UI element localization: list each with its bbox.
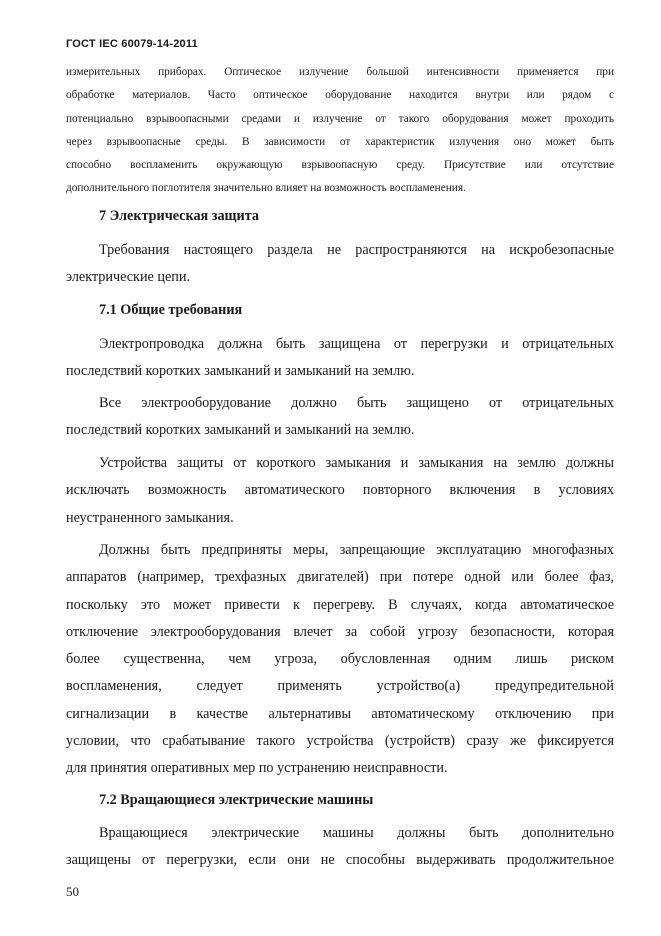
text-line: последствий коротких замыканий и замыканий на землю. bbox=[66, 363, 415, 380]
document-header: ГОСТ IEC 60079-14-2011 bbox=[66, 38, 198, 50]
section-heading: 7.1 Общие требования bbox=[99, 302, 243, 318]
text-line: аппаратов (например, трехфазных двигателей) при потере одной или более фаз, bbox=[66, 569, 614, 586]
text-line: Должны быть предприняты меры, запрещающие эксплуатацию многофазных bbox=[99, 542, 614, 558]
text-line: более существенна, чем угроза, обусловленная одним лишь риском bbox=[66, 651, 614, 668]
text-line: Требования настоящего раздела не распространяются на искробезопасные bbox=[99, 242, 614, 258]
text-line: электрические цепи. bbox=[66, 269, 191, 286]
text-line: обработке материалов. Часто оптическое оборудование находится внутри или рядом с bbox=[66, 89, 614, 102]
section-heading: 7 Электрическая защита bbox=[99, 208, 259, 224]
section-7-1-paragraph-1 bbox=[66, 331, 614, 386]
text-line: Устройства защиты от короткого замыкания и замыкания на землю должны bbox=[99, 455, 614, 471]
section-7-2-paragraph bbox=[66, 820, 614, 875]
text-line: Все электрооборудование должно быть защищено от отрицательных bbox=[99, 395, 614, 411]
text-line: последствий коротких замыканий и замыканий на землю. bbox=[66, 422, 415, 439]
section-7-1-paragraph-4 bbox=[66, 537, 614, 783]
text-line: условии, что срабатывание такого устройства (устройств) сразу же фиксируется bbox=[66, 733, 614, 750]
text-line: Вращающиеся электрические машины должны быть дополнительно bbox=[99, 825, 614, 841]
text-line: отключение электрооборудования влечет за собой угрозу безопасности, которая bbox=[66, 623, 614, 640]
section-7-1-paragraph-2 bbox=[66, 390, 614, 445]
text-line: способно воспламенить окружающую взрывоопасную среду. Присутствие или отсутствие bbox=[66, 159, 614, 172]
text-line: Электропроводка должна быть защищена от перегрузки и отрицательных bbox=[99, 336, 614, 352]
text-line: воспламенения, следует применять устройство(а) предупредительной bbox=[66, 678, 614, 695]
text-line: поскольку это может привести к перегреву. В случаях, когда автоматическое bbox=[66, 596, 614, 613]
section-7-paragraph bbox=[66, 237, 614, 292]
text-line: измерительных приборах. Оптическое излучение большой интенсивности применяется при bbox=[66, 66, 614, 78]
section-7-1-paragraph-3 bbox=[66, 450, 614, 532]
text-line: исключать возможность автоматического повторного включения в условиях bbox=[66, 482, 614, 499]
text-line: для принятия оперативных мер по устранению неисправности. bbox=[66, 760, 448, 777]
section-heading: 7.2 Вращающиеся электрические машины bbox=[99, 792, 374, 808]
text-line: дополнительного поглотителя значительно влияет на возможность воспламенения. bbox=[66, 182, 466, 195]
text-line: потенциально взрывоопасными средами и излучение от такого оборудования может проходить bbox=[66, 112, 614, 125]
text-line: через взрывоопасные среды. В зависимости от характеристик излучения оно может быть bbox=[66, 135, 614, 148]
page-number: 50 bbox=[66, 884, 79, 899]
text-line: сигнализации в качестве альтернативы автоматическому отключению при bbox=[66, 705, 614, 722]
intro-paragraph bbox=[66, 61, 614, 201]
text-line: неустраненного замыкания. bbox=[66, 509, 234, 526]
text-line: защищены от перегрузки, если они не способны выдерживать продолжительное bbox=[66, 852, 614, 869]
